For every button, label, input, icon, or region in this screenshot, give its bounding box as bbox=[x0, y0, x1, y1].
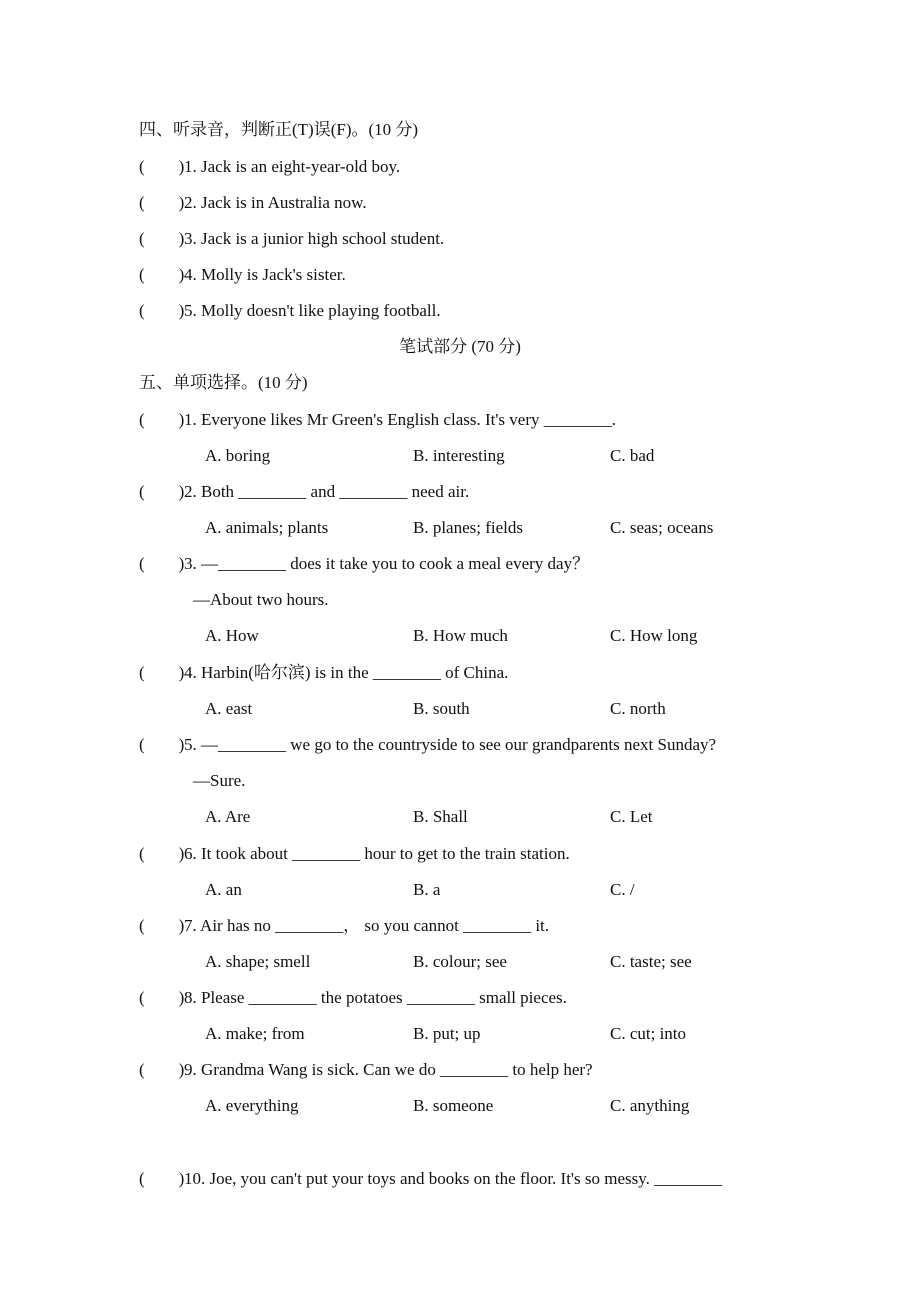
answer-blank[interactable]: ( ) bbox=[139, 916, 185, 935]
answer-blank[interactable]: ( ) bbox=[139, 301, 185, 320]
question-text: 9. Grandma Wang is sick. Can we do ________ to help her? bbox=[184, 1060, 593, 1079]
option-b[interactable]: B. south bbox=[413, 699, 470, 718]
question-text: 8. Please ________ the potatoes ________ small pieces. bbox=[184, 988, 567, 1007]
option-a[interactable]: A. east bbox=[205, 699, 253, 718]
question-text: 4. Molly is Jack's sister. bbox=[184, 265, 346, 284]
answer-blank[interactable]: ( ) bbox=[139, 554, 185, 573]
dialogue-reply: —Sure. bbox=[193, 771, 246, 790]
option-b[interactable]: B. planes; fields bbox=[413, 518, 524, 537]
option-b[interactable]: B. Shall bbox=[413, 807, 468, 826]
option-a[interactable]: A. boring bbox=[205, 446, 271, 465]
option-a[interactable]: A. shape; smell bbox=[205, 952, 311, 971]
option-c[interactable]: C. / bbox=[610, 880, 635, 899]
option-b[interactable]: B. How much bbox=[413, 626, 508, 645]
option-b[interactable]: B. a bbox=[413, 880, 441, 899]
option-b[interactable]: B. colour; see bbox=[413, 952, 507, 971]
option-a[interactable]: A. How bbox=[205, 626, 259, 645]
option-a[interactable]: A. an bbox=[205, 880, 242, 899]
option-c[interactable]: C. bad bbox=[610, 446, 655, 465]
question-text: 1. Everyone likes Mr Green's English class. It's very ________. bbox=[184, 410, 616, 429]
option-b[interactable]: B. someone bbox=[413, 1096, 494, 1115]
section4-heading: 四、听录音，判断正(T)误(F)。(10 分) bbox=[139, 120, 419, 139]
answer-blank[interactable]: ( ) bbox=[139, 988, 185, 1007]
question-text: 6. It took about ________ hour to get to the train station. bbox=[184, 844, 570, 863]
option-c[interactable]: C. taste; see bbox=[610, 952, 692, 971]
answer-blank[interactable]: ( ) bbox=[139, 482, 185, 501]
option-a[interactable]: A. make; from bbox=[205, 1024, 305, 1043]
answer-blank[interactable]: ( ) bbox=[139, 410, 185, 429]
answer-blank[interactable]: ( ) bbox=[139, 265, 185, 284]
question-text: 7. Air has no ________， so you cannot ________ it. bbox=[184, 916, 550, 935]
option-c[interactable]: C. Let bbox=[610, 807, 653, 826]
question-text: 2. Both ________ and ________ need air. bbox=[184, 482, 470, 501]
option-a[interactable]: A. animals; plants bbox=[205, 518, 329, 537]
answer-blank[interactable]: ( ) bbox=[139, 735, 185, 754]
option-c[interactable]: C. cut; into bbox=[610, 1024, 687, 1043]
question-text: 1. Jack is an eight-year-old boy. bbox=[184, 157, 401, 176]
section5-heading: 五、单项选择。(10 分) bbox=[139, 373, 308, 392]
answer-blank[interactable]: ( ) bbox=[139, 1169, 185, 1188]
answer-blank[interactable]: ( ) bbox=[139, 663, 185, 682]
question-text: 10. Joe, you can't put your toys and books on the floor. It's so messy. ________ bbox=[184, 1169, 723, 1188]
option-c[interactable]: C. seas; oceans bbox=[610, 518, 714, 537]
option-b[interactable]: B. interesting bbox=[413, 446, 505, 465]
answer-blank[interactable]: ( ) bbox=[139, 193, 185, 212]
option-c[interactable]: C. anything bbox=[610, 1096, 690, 1115]
option-a[interactable]: A. Are bbox=[205, 807, 251, 826]
question-text: 4. Harbin(哈尔滨) is in the ________ of China. bbox=[184, 663, 509, 682]
question-text: 2. Jack is in Australia now. bbox=[184, 193, 367, 212]
question-text: 5. Molly doesn't like playing football. bbox=[184, 301, 441, 320]
question-text: 3. —________ does it take you to cook a meal every day？ bbox=[184, 554, 590, 573]
option-b[interactable]: B. put; up bbox=[413, 1024, 481, 1043]
option-c[interactable]: C. north bbox=[610, 699, 666, 718]
answer-blank[interactable]: ( ) bbox=[139, 229, 185, 248]
question-text: 5. —________ we go to the countryside to see our grandparents next Sunday? bbox=[184, 735, 717, 754]
answer-blank[interactable]: ( ) bbox=[139, 1060, 185, 1079]
dialogue-reply: —About two hours. bbox=[193, 590, 329, 609]
question-text: 3. Jack is a junior high school student. bbox=[184, 229, 445, 248]
answer-blank[interactable]: ( ) bbox=[139, 844, 185, 863]
option-a[interactable]: A. everything bbox=[205, 1096, 299, 1115]
option-c[interactable]: C. How long bbox=[610, 626, 698, 645]
written-part-title: 笔试部分 (70 分) bbox=[399, 337, 521, 356]
answer-blank[interactable]: ( ) bbox=[139, 157, 185, 176]
